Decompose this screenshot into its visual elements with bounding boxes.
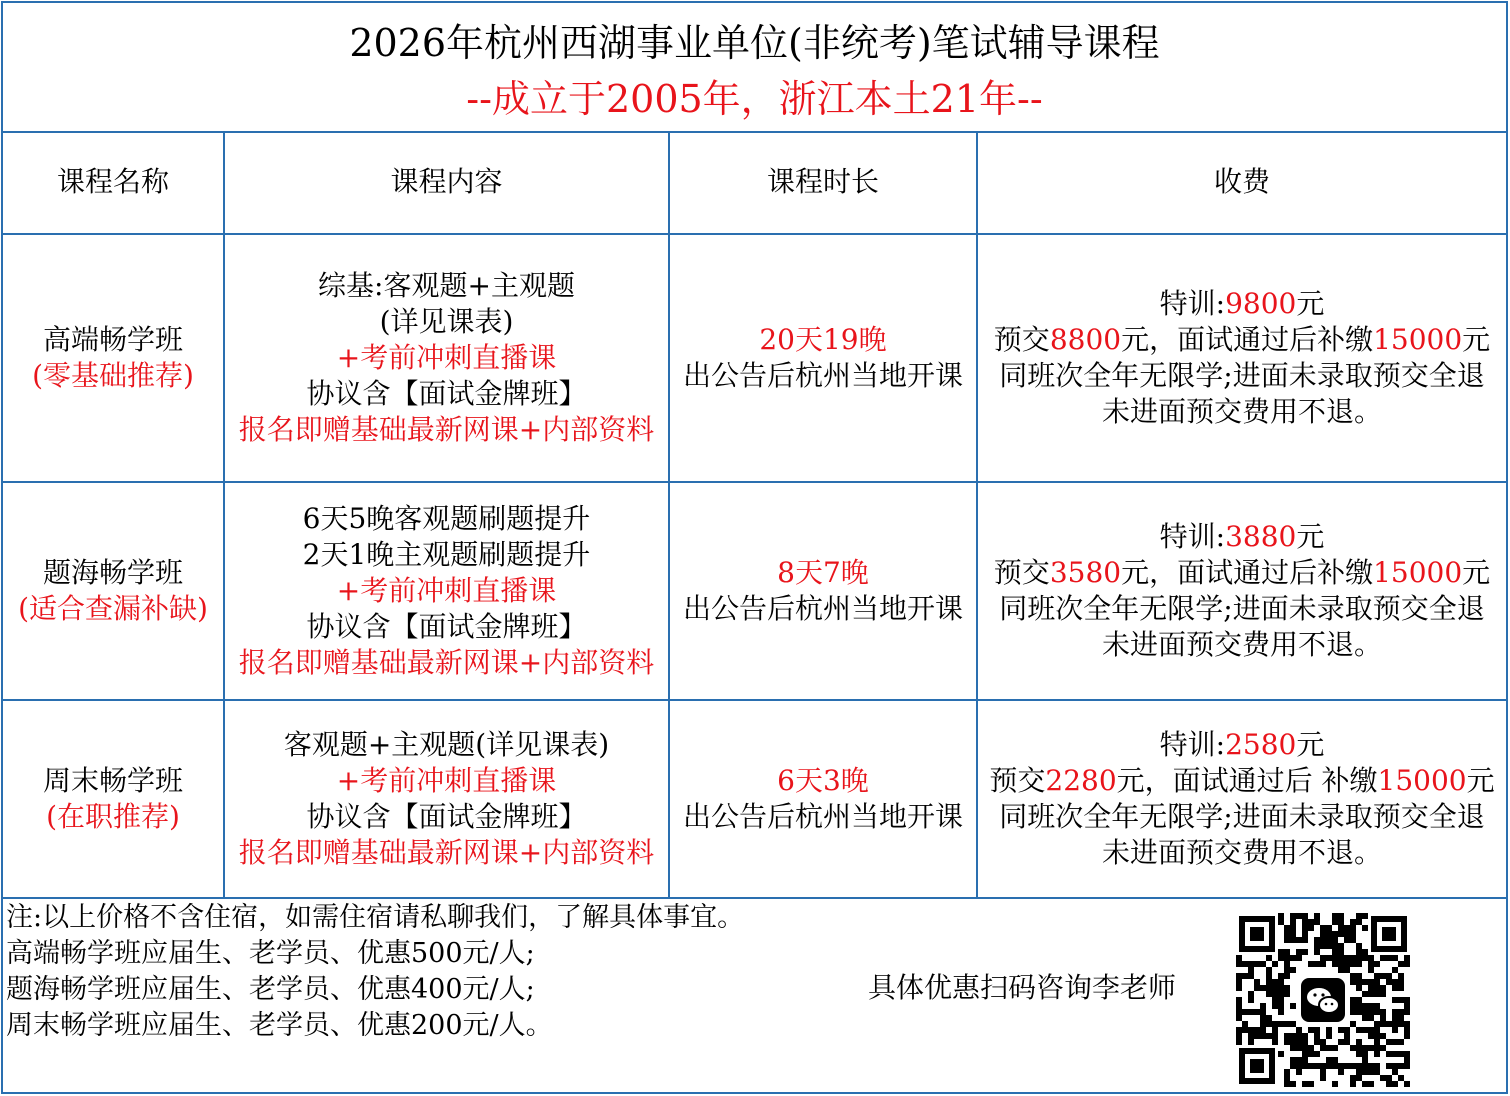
content-gift: 报名即赠基础最新网课+内部资料: [238, 836, 655, 869]
balance-amount: 15000: [1373, 323, 1463, 356]
course-name: 高端畅学班: [42, 323, 183, 356]
duration: 8天7晚: [777, 556, 869, 589]
content-line: 综基:客观题+主观题: [318, 269, 575, 302]
course-fee-cell: [977, 482, 1506, 700]
discount-note: 高端畅学班应届生、老学员、优惠500元/人;: [6, 938, 535, 969]
column-header: 课程内容: [224, 131, 669, 234]
content-livestream: +考前冲刺直播课: [336, 574, 557, 607]
deposit-line: [978, 555, 1506, 591]
content-agreement: 协议含【面试金牌班】: [306, 610, 587, 643]
duration-note: 出公告后杭州当地开课: [682, 800, 963, 833]
course-name-cell: [3, 700, 224, 898]
balance-unit: 元: [1466, 764, 1495, 797]
content-line: 6天5晚客观题刷题提升: [302, 502, 591, 535]
fee-label: 特训:: [1159, 520, 1226, 553]
content-line: (详见课表): [379, 305, 514, 338]
consult-text: 具体优惠扫码咨询李老师: [868, 971, 1177, 1004]
fee-line: [978, 286, 1506, 322]
course-tag: (在职推荐): [46, 800, 180, 833]
duration-note: 出公告后杭州当地开课: [682, 359, 963, 392]
course-tag: (零基础推荐): [32, 359, 194, 392]
fee-price: 2580: [1225, 728, 1297, 761]
fee-label: 特训:: [1159, 728, 1226, 761]
course-name-cell: [3, 234, 224, 482]
content-line: 2天1晚主观题刷题提升: [302, 538, 591, 571]
course-table: [3, 131, 1506, 899]
course-fee-cell: [977, 234, 1506, 482]
course-content-cell: [224, 700, 669, 898]
fee-price: 9800: [1225, 287, 1297, 320]
discount-note: 题海畅学班应届生、老学员、优惠400元/人;: [6, 974, 535, 1005]
table-row: [3, 482, 1506, 700]
column-header: 收费: [977, 131, 1506, 234]
page-title: 2026年杭州西湖事业单位(非统考)笔试辅导课程: [349, 21, 1160, 65]
policy-line: 同班次全年无限学;进面未录取预交全退: [999, 592, 1485, 625]
policy-line-2: 未进面预交费用不退。: [1101, 836, 1382, 869]
deposit-line: [978, 322, 1506, 358]
course-content-cell: [224, 234, 669, 482]
course-name-cell: [3, 482, 224, 700]
fee-unit: 元: [1296, 287, 1325, 320]
duration-note: 出公告后杭州当地开课: [682, 592, 963, 625]
content-agreement: 协议含【面试金牌班】: [306, 800, 587, 833]
balance-unit: 元: [1462, 323, 1491, 356]
content-agreement: 协议含【面试金牌班】: [306, 377, 587, 410]
fee-line: [978, 519, 1506, 555]
course-name: 题海畅学班: [42, 556, 183, 589]
fee-unit: 元: [1296, 728, 1325, 761]
course-tag: (适合查漏补缺): [18, 592, 208, 625]
header: [3, 3, 1506, 133]
table-row: [3, 700, 1506, 898]
deposit-prefix: 预交: [993, 556, 1050, 589]
content-gift: 报名即赠基础最新网课+内部资料: [238, 413, 655, 446]
content-gift: 报名即赠基础最新网课+内部资料: [238, 646, 655, 679]
table-header-row: [3, 131, 1506, 234]
deposit-amount: 8800: [1049, 323, 1122, 356]
column-header: 课程名称: [3, 131, 224, 234]
deposit-amount: 3580: [1049, 556, 1122, 589]
deposit-middle: 元，面试通过后补缴: [1121, 556, 1374, 589]
policy-line-2: 未进面预交费用不退。: [1101, 628, 1382, 661]
balance-unit: 元: [1462, 556, 1491, 589]
balance-amount: 15000: [1377, 764, 1467, 797]
duration: 6天3晚: [777, 764, 869, 797]
content-line: 客观题+主观题(详见课表): [283, 728, 610, 761]
deposit-line: [978, 763, 1506, 799]
policy-line: 同班次全年无限学;进面未录取预交全退: [999, 800, 1485, 833]
fee-price: 3880: [1225, 520, 1297, 553]
course-content-cell: [224, 482, 669, 700]
footer-note: 注:以上价格不含住宿，如需住宿请私聊我们，了解具体事宜。: [6, 902, 745, 933]
policy-line: 同班次全年无限学;进面未录取预交全退: [999, 359, 1485, 392]
duration: 20天19晚: [759, 323, 887, 356]
content-livestream: +考前冲刺直播课: [336, 341, 557, 374]
course-duration-cell: [669, 482, 977, 700]
column-header: 课程时长: [669, 131, 977, 234]
deposit-prefix: 预交: [993, 323, 1050, 356]
course-name: 周末畅学班: [42, 764, 183, 797]
page-subtitle: --成立于2005年，浙江本土21年--: [466, 77, 1043, 121]
balance-amount: 15000: [1373, 556, 1463, 589]
discount-note: 周末畅学班应届生、老学员、优惠200元/人。: [6, 1010, 553, 1041]
fee-line: [978, 727, 1506, 763]
wechat-qr-code-icon[interactable]: [1235, 912, 1411, 1088]
content-livestream: +考前冲刺直播课: [336, 764, 557, 797]
deposit-middle: 元，面试通过后补缴: [1121, 323, 1374, 356]
course-duration-cell: [669, 700, 977, 898]
fee-unit: 元: [1296, 520, 1325, 553]
deposit-middle: 元，面试通过后 补缴: [1116, 764, 1378, 797]
deposit-amount: 2280: [1045, 764, 1117, 797]
table-row: [3, 234, 1506, 482]
fee-label: 特训:: [1159, 287, 1226, 320]
course-duration-cell: [669, 234, 977, 482]
course-fee-cell: [977, 700, 1506, 898]
deposit-prefix: 预交: [989, 764, 1046, 797]
policy-line-2: 未进面预交费用不退。: [1101, 395, 1382, 428]
